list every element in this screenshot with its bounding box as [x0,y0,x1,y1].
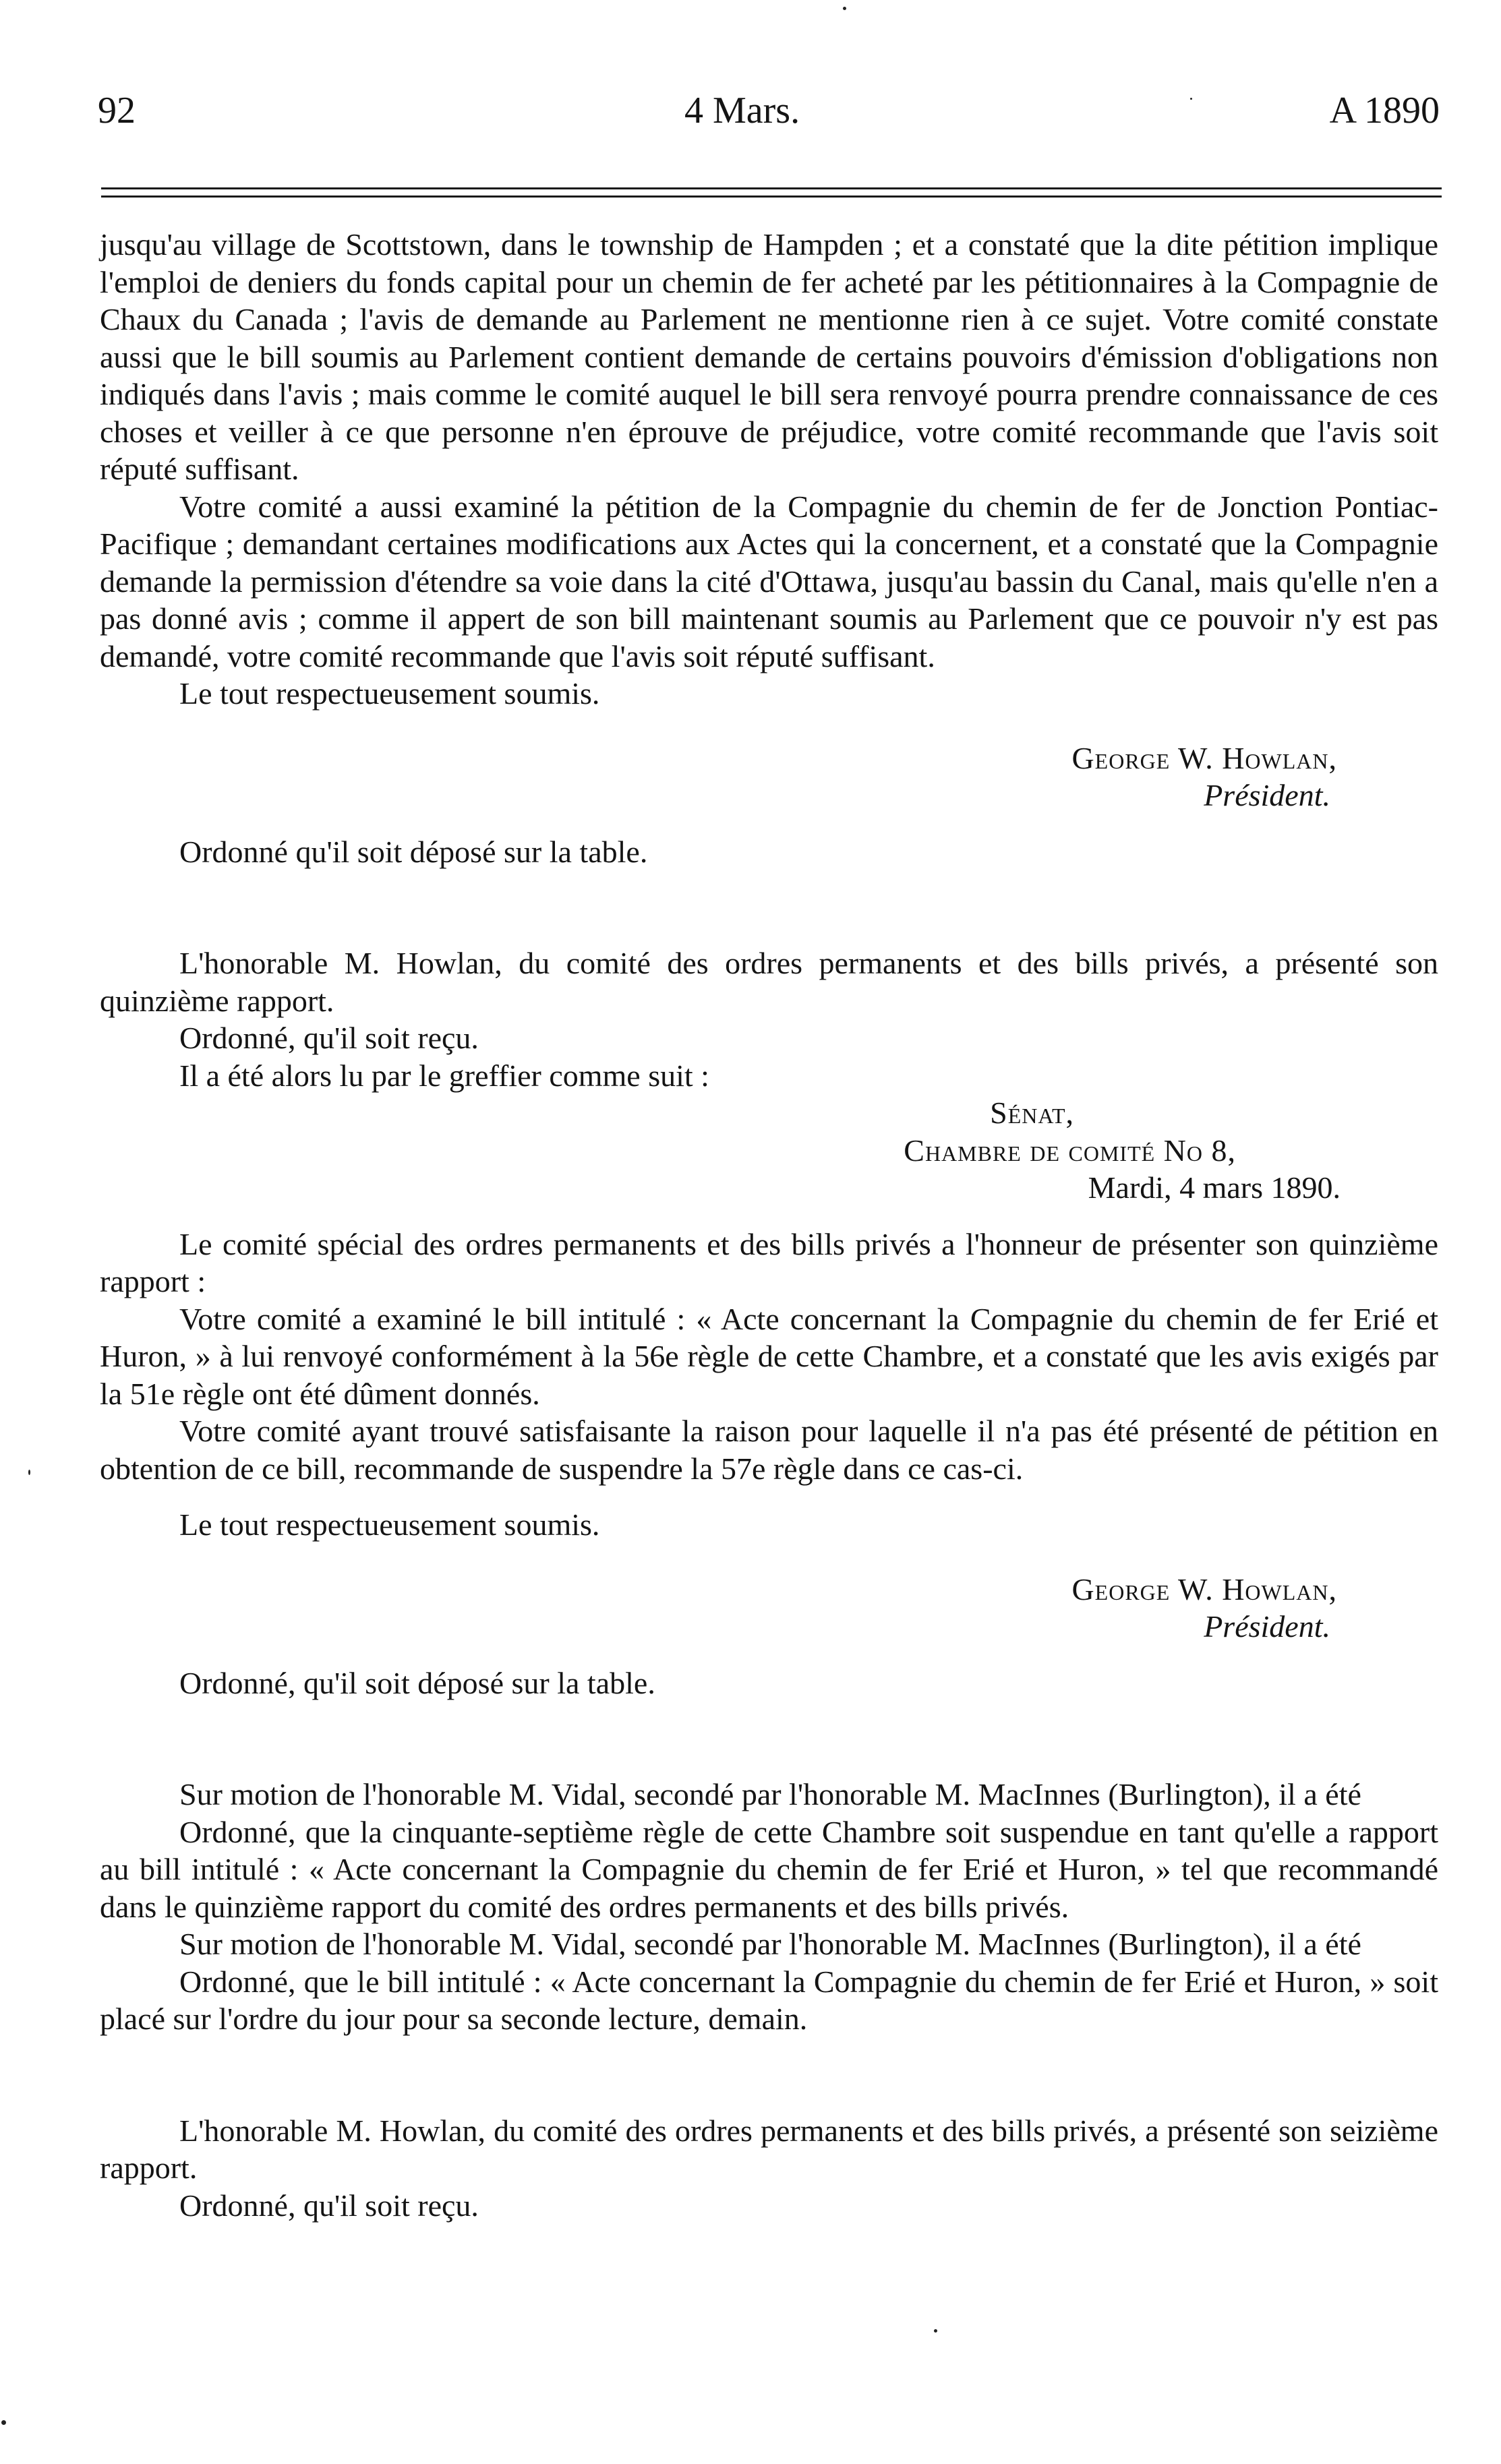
paragraph-order-received-2: Ordonné, qu'il soit reçu. [179,2188,479,2223]
document-body [100,226,1438,2224]
address-committee-room: Chambre de comité No 8, [904,1133,1236,1168]
signature-title: Président. [1204,778,1330,812]
print-speck [843,7,846,10]
print-speck [934,2329,937,2333]
paragraph-respectfully-submitted-2: Le tout respectueusement soumis. [179,1507,600,1542]
print-speck [1190,98,1192,100]
address-date: Mardi, 4 mars 1890. [1088,1170,1341,1205]
signature-title-2: Président. [1204,1609,1330,1644]
print-speck [28,1470,30,1475]
paragraph-order-second-reading: Ordonné, que le bill intitulé : « Acte concernant la Compagnie du chemin de fer Erié et Huron, » soit placé sur l'ordre du jour pour sa seconde lecture, demain. [100,1964,1438,2036]
address-senate: Sénat, [990,1095,1074,1130]
paragraph-fifteenth-report: L'honorable M. Howlan, du comité des ordres permanents et des bills privés, a présenté son quinzième rapport. [100,946,1438,1018]
print-speck [1,2420,6,2425]
paragraph-continuation: jusqu'au village de Scottstown, dans le township de Hampden ; et a constaté que la dite pétition implique l'emploi de deniers du fonds capital pour un chemin de fer acheté par les pétitionnaires à la Compagnie de Chaux du Canada ; l'avis de demande au Parlement ne mentionne rien à ce sujet. Votre comité constate aussi que le bill soumis au Parlement contient demande de certains pouvoirs d'émission d'obligations non indiqués dans l'avis ; mais comme le comité auquel le bill sera renvoyé pourra prendre connaissance de ces choses et veiller à ce que personne n'en éprouve de préjudice, votre comité recommande que l'avis soit réputé suffisant. [100,227,1438,486]
paragraph-order-received: Ordonné, qu'il soit reçu. [179,1021,479,1055]
signature-name: George W. Howlan, [1071,740,1337,775]
signature-name-2: George W. Howlan, [1071,1571,1337,1606]
paragraph-order-suspend: Ordonné, que la cinquante-septième règle de cette Chambre soit suspendue en tant qu'elle a rapport au bill intitulé : « Acte concernant la Compagnie du chemin de fer Erié et Huron, » tel que recommandé dans le quinzième rapport du comité des ordres permanents et des bills privés. [100,1814,1438,1924]
paragraph-read-by-clerk: Il a été alors lu par le greffier comme suit : [179,1058,709,1093]
header-rule-bottom [101,196,1442,198]
paragraph-sixteenth-report: L'honorable M. Howlan, du comité des ordres permanents et des bills privés, a présenté son seizième rapport. [100,2113,1438,2185]
paragraph-suspend-rule: Votre comité ayant trouvé satisfaisante la raison pour laquelle il n'a pas été présenté de pétition en obtention de ce bill, recommande de suspendre la 57e règle dans ce cas-ci. [100,1414,1438,1486]
header-date: 4 Mars. [684,90,800,131]
paragraph-order-table-2: Ordonné, qu'il soit déposé sur la table. [179,1665,655,1700]
paragraph-bill-examined: Votre comité a examiné le bill intitulé : « Acte concernant la Compagnie du chemin de fer Erié et Huron, » à lui renvoyé conformément à la 56e règle de cette Chambre, et a constaté que les avis exigés par la 51e règle ont été dûment donnés. [100,1301,1438,1411]
page-header [98,89,1440,143]
header-year: A 1890 [1329,90,1440,131]
page-number: 92 [98,90,136,131]
paragraph-committee-honour: Le comité spécial des ordres permanents et des bills privés a l'honneur de présenter son quinzième rapport : [100,1226,1438,1298]
header-rule-top [101,187,1442,189]
paragraph-motion-vidal-1: Sur motion de l'honorable M. Vidal, secondé par l'honorable M. MacInnes (Burlington), il a été [179,1777,1361,1811]
paragraph-order-table: Ordonné qu'il soit déposé sur la table. [179,834,648,869]
paragraph-pontiac-petition: Votre comité a aussi examiné la pétition de la Compagnie du chemin de fer de Jonction Pontiac-Pacifique ; demandant certaines modifications aux Actes qui la concernent, et a constaté que la Compagnie demande la permission d'étendre sa voie dans la cité d'Ottawa, jusqu'au bassin du Canal, mais qu'elle n'en a pas donné avis ; comme il appert de son bill maintenant soumis au Parlement que ce pouvoir n'y est pas demandé, votre comité recommande que l'avis soit réputé suffisant. [100,489,1438,673]
paragraph-motion-vidal-2: Sur motion de l'honorable M. Vidal, secondé par l'honorable M. MacInnes (Burlington), il a été [179,1927,1361,1961]
paragraph-respectfully-submitted: Le tout respectueusement soumis. [179,676,600,711]
